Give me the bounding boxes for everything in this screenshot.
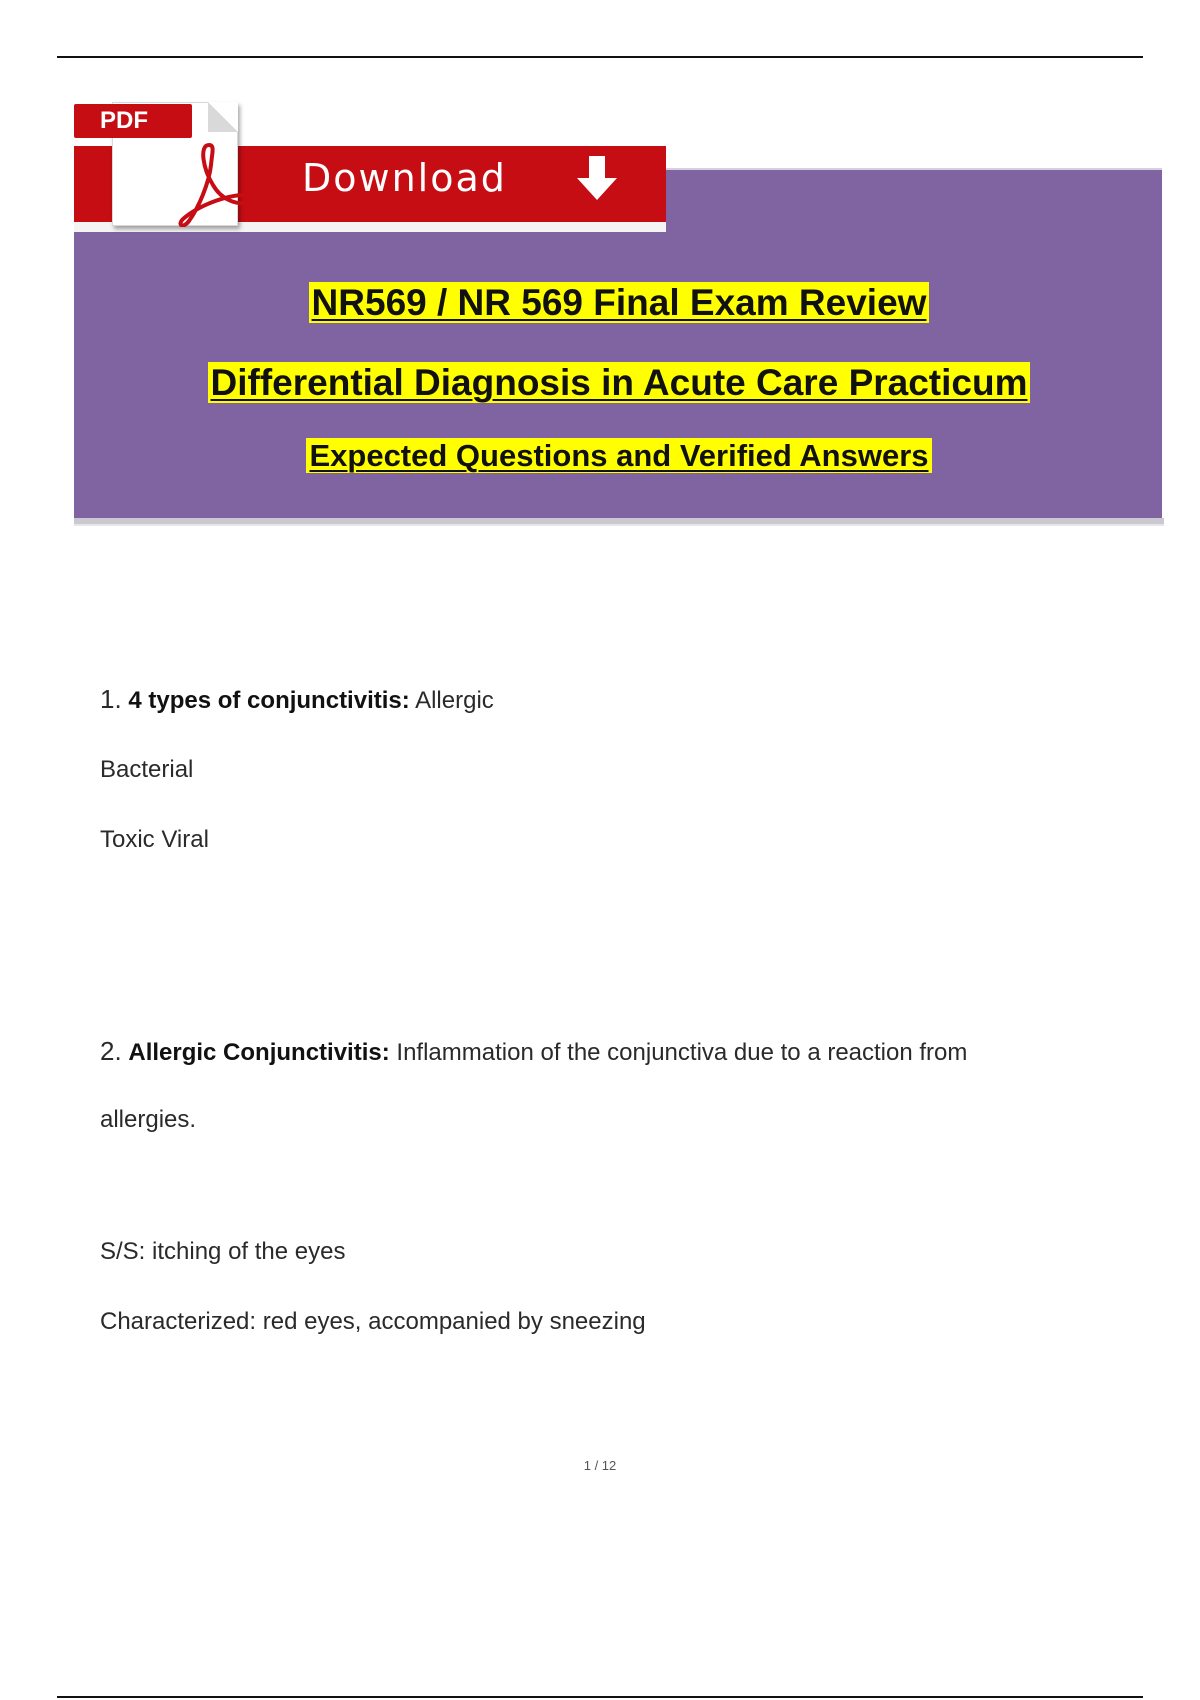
pdf-label: PDF	[74, 104, 192, 138]
page-fold	[208, 102, 238, 132]
banner-shadow-light	[74, 524, 1164, 526]
title-banner	[74, 96, 1164, 524]
download-label: Download	[302, 156, 507, 200]
title-line-3	[74, 438, 1164, 474]
title-line-2	[74, 362, 1164, 404]
title-text-1: NR569 / NR 569 Final Exam Review	[309, 282, 930, 323]
answer-line: S/S: itching of the eyes	[100, 1238, 346, 1265]
answer-line: Toxic Viral	[100, 826, 209, 853]
page-indicator: 1 / 12	[583, 1458, 617, 1473]
title-text-3: Expected Questions and Verified Answers	[306, 438, 931, 473]
question-number: 2.	[100, 1036, 122, 1066]
question-2	[100, 1036, 967, 1067]
answer-line: Characterized: red eyes, accompanied by sneezing	[100, 1308, 646, 1335]
acrobat-logo-icon	[169, 139, 259, 227]
question-term: Allergic Conjunctivitis:	[128, 1039, 390, 1066]
question-answer: Allergic	[415, 687, 494, 714]
arrow-down-icon	[574, 154, 620, 202]
title-text-2: Differential Diagnosis in Acute Care Practicum	[208, 362, 1031, 403]
question-answer: Inflammation of the conjunctiva due to a reaction from	[396, 1039, 968, 1066]
top-rule	[57, 56, 1143, 58]
question-1	[100, 684, 494, 715]
question-term: 4 types of conjunctivitis:	[128, 687, 410, 714]
answer-line: Bacterial	[100, 756, 194, 783]
title-line-1	[74, 282, 1164, 324]
answer-line: allergies.	[100, 1106, 197, 1133]
question-number: 1.	[100, 684, 122, 714]
bottom-rule	[57, 1696, 1143, 1698]
